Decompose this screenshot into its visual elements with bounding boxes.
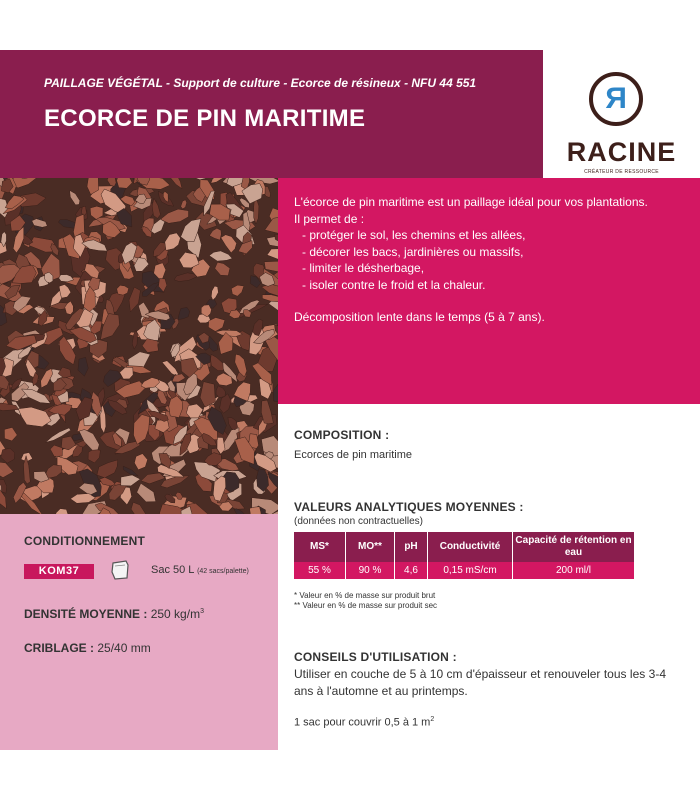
brand-logo: [543, 50, 700, 178]
usage-text: Utiliser en couche de 5 à 10 cm d'épaisseur et renouveler tous les 3-4 ans à l'automne et au printemps.: [294, 667, 666, 698]
header-ph: pH: [395, 532, 428, 562]
sac-size: [151, 564, 249, 576]
table-row: [294, 562, 634, 579]
description-text: [294, 194, 689, 293]
value-capacite: 200 ml/l: [513, 562, 635, 579]
criblage-label: CRIBLAGE :: [24, 641, 94, 655]
criblage-value: 25/40 mm: [97, 641, 151, 655]
density-label: DENSITÉ MOYENNE :: [24, 607, 148, 621]
description-bullet: - limiter le désherbage,: [302, 261, 425, 275]
footnote-ms: * Valeur en % de masse sur produit brut: [294, 591, 436, 600]
composition-title: COMPOSITION :: [294, 428, 390, 442]
value-ph: 4,6: [395, 562, 428, 579]
value-conductivite: 0,15 mS/cm: [428, 562, 513, 579]
usage-title: CONSEILS D'UTILISATION :: [294, 650, 457, 664]
density: [24, 607, 204, 621]
packaging-panel: [0, 514, 278, 750]
brand-tagline: CRÉATEUR DE RESSOURCE: [584, 169, 659, 175]
description-lead: Il permet de :: [294, 211, 365, 226]
decomposition-text: Décomposition lente dans le temps (5 à 7 ans).: [294, 310, 545, 324]
header-capacite: Capacité de rétention en eau: [513, 532, 635, 562]
description-bullet: - décorer les bacs, jardinières ou massifs,: [302, 244, 524, 259]
value-mo: 90 %: [346, 562, 395, 579]
header-conductivite: Conductivité: [428, 532, 513, 562]
header-ms: MS*: [294, 532, 346, 562]
value-ms: 55 %: [294, 562, 346, 579]
product-category: PAILLAGE VÉGÉTAL - Support de culture - Ecorce de résineux - NFU 44 551: [44, 76, 477, 90]
table-header-row: [294, 532, 634, 562]
description-intro: L'écorce de pin maritime est un paillage idéal pour vos plantations.: [294, 195, 648, 209]
usage-coverage: [294, 716, 434, 729]
density-exponent: 3: [200, 608, 204, 615]
coverage-text: 1 sac pour couvrir 0,5 à 1 m: [294, 716, 431, 729]
header-mo: MO**: [346, 532, 395, 562]
sac-note: (42 sacs/palette): [197, 568, 249, 575]
header-banner: [0, 50, 543, 178]
values-title: VALEURS ANALYTIQUES MOYENNES :: [294, 500, 524, 514]
description-bullet: - isoler contre le froid et la chaleur.: [302, 277, 486, 292]
values-note: (données non contractuelles): [294, 516, 423, 527]
criblage: [24, 641, 151, 655]
bag-icon: [108, 558, 132, 587]
logo-mark: [589, 72, 643, 126]
conditionnement-title: CONDITIONNEMENT: [24, 534, 145, 548]
bark-photo: [0, 178, 278, 514]
logo-glyph: R: [605, 82, 627, 115]
coverage-exponent: 2: [430, 716, 435, 723]
density-value: 250 kg/m: [150, 607, 201, 621]
product-code-badge: KOM37: [24, 564, 94, 579]
footnote-mo: ** Valeur en % de masse sur produit sec: [294, 601, 438, 610]
analytical-table: [294, 532, 634, 579]
description-bullet: - protéger le sol, les chemins et les allées,: [302, 228, 526, 242]
brand-name: RACINE: [566, 137, 677, 167]
sac-label: Sac 50 L: [151, 564, 195, 576]
description-panel: [278, 178, 700, 404]
bark-chip: [250, 507, 262, 514]
product-title: ECORCE DE PIN MARITIME: [44, 105, 366, 132]
composition-text: Ecorces de pin maritime: [294, 449, 412, 461]
